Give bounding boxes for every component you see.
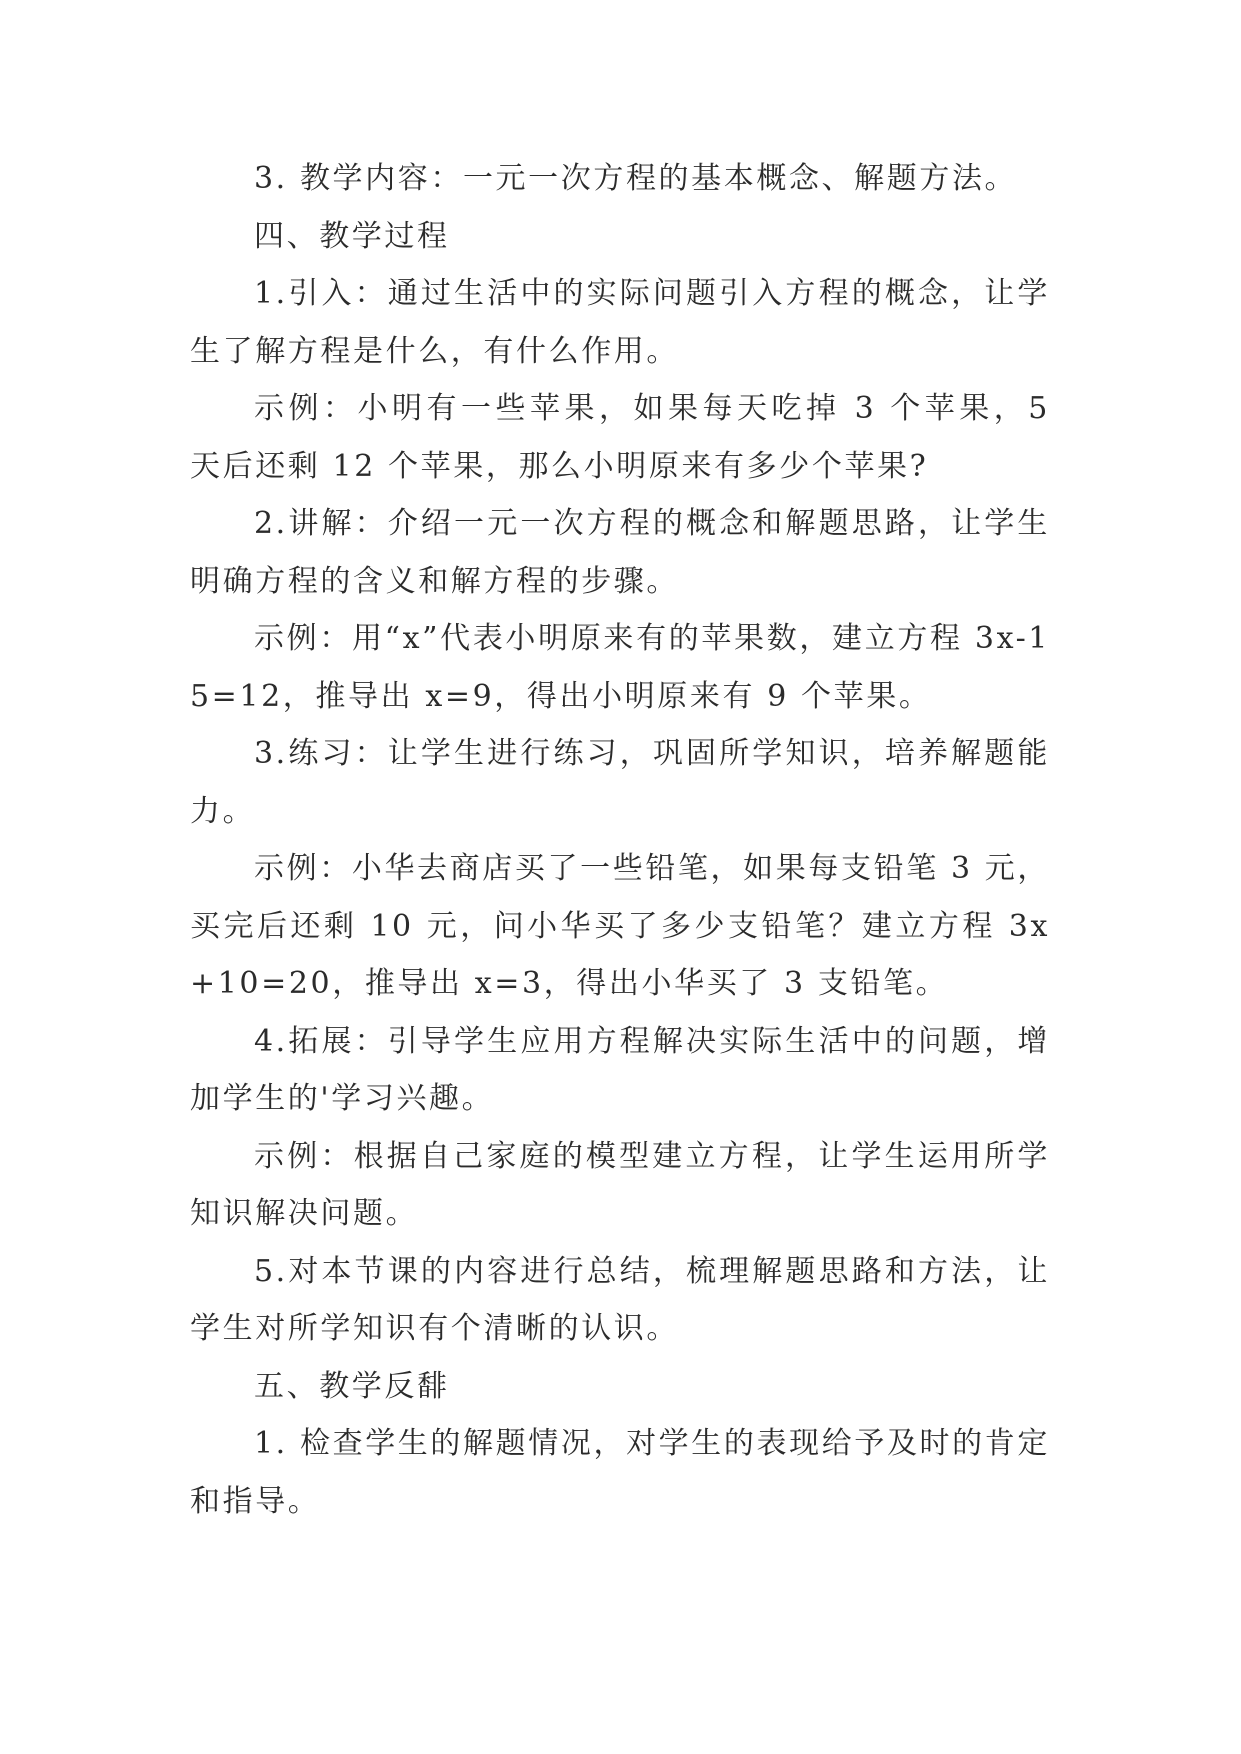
paragraph-introduction: 1.引入：通过生活中的实际问题引入方程的概念，让学生了解方程是什么，有什么作用。 [190, 276, 1050, 369]
paragraph-teaching-content: 3. 教学内容：一元一次方程的基本概念、解题方法。 [254, 161, 1018, 196]
paragraph-summary: 5.对本节课的内容进行总结，梳理解题思路和方法，让学生对所学知识有个清晰的认识。 [190, 1253, 1050, 1346]
heading-teaching-process: 四、教学过程 [254, 218, 450, 254]
paragraph-practice: 3.练习：让学生进行练习，巩固所学知识，培养解题能力。 [190, 736, 1050, 829]
paragraph-extension: 4.拓展：引导学生应用方程解决实际生活中的问题，增加学生的'学习兴趣。 [190, 1023, 1050, 1116]
paragraph-check-solutions: 1. 检查学生的解题情况，对学生的表现给予及时的肯定和指导。 [190, 1426, 1050, 1519]
paragraph-example-equation: 示例：用“x”代表小明原来有的苹果数，建立方程 3x-15=12，推导出 x=9，得出小明原来有 9 个苹果。 [190, 621, 1050, 714]
document-body [190, 150, 1050, 1530]
paragraph-example-family-model: 示例：根据自己家庭的模型建立方程，让学生运用所学知识解决问题。 [190, 1138, 1050, 1231]
heading-teaching-reflection: 五、教学反馡 [254, 1368, 450, 1404]
paragraph-example-apples: 示例：小明有一些苹果，如果每天吃掉 3 个苹果，5 天后还剩 12 个苹果，那么小明原来有多少个苹果? [190, 391, 1050, 484]
paragraph-example-pencils: 示例：小华去商店买了一些铅笔，如果每支铅笔 3 元，买完后还剩 10 元，问小华买了多少支铅笔？建立方程 3x+10=20，推导出 x=3，得出小华买了 3 支铅笔。 [190, 851, 1050, 1001]
paragraph-explanation: 2.讲解：介绍一元一次方程的概念和解题思路，让学生明确方程的含义和解方程的步骤。 [190, 506, 1050, 599]
